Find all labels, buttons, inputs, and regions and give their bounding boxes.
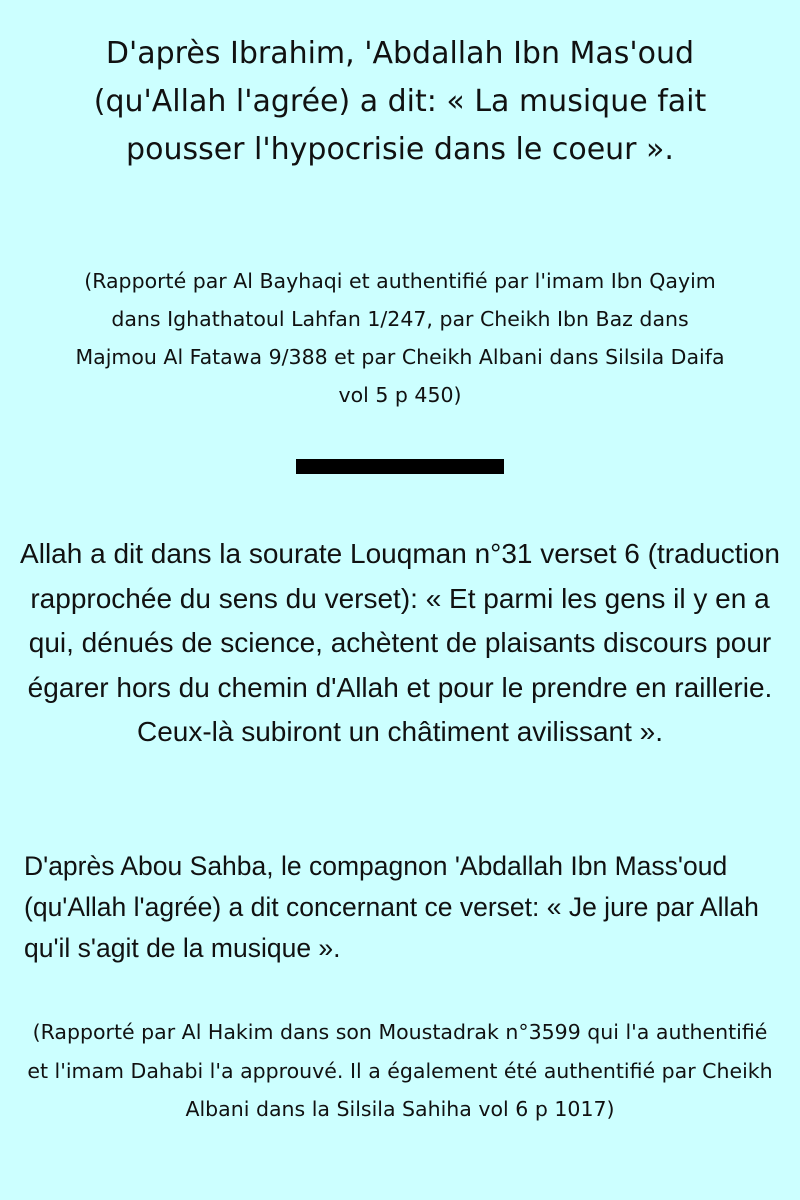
hadith-reference: (Rapporté par Al Hakim dans son Moustadrak n°3599 qui l'a authentifié et l'imam Dahabi l'a approuvé. Il a également été authentifié par Cheikh Albani dans la Silsila Sahiha vol 6 p 1017) xyxy=(27,1020,773,1121)
abou-sahba-hadith: D'après Abou Sahba, le compagnon 'Abdallah Ibn Mass'oud (qu'Allah l'agrée) a dit concernant ce verset: « Je jure par Allah qu'il s'agit de la musique ». xyxy=(24,851,759,963)
section-divider xyxy=(296,459,504,474)
quote-reference: (Rapporté par Al Bayhaqi et authentifié par l'imam Ibn Qayim dans Ighathatoul Lahfan 1/247, par Cheikh Ibn Baz dans Majmou Al Fatawa 9/388 et par Cheikh Albani dans Silsila Daifa vol 5 p 450) xyxy=(75,269,725,407)
louqman-verse: Allah a dit dans la sourate Louqman n°31 verset 6 (traduction rapprochée du sens du verset): « Et parmi les gens il y en a qui, dénués de science, achètent de plaisants discours pour égarer hors du chemin d'Allah et pour le prendre en raillerie. Ceux-là subiront un châtiment avilissant ». xyxy=(20,538,780,747)
ibn-masoud-quote: D'après Ibrahim, 'Abdallah Ibn Mas'oud (qu'Allah l'agrée) a dit: « La musique fait pousser l'hypocrisie dans le coeur ». xyxy=(93,36,707,167)
